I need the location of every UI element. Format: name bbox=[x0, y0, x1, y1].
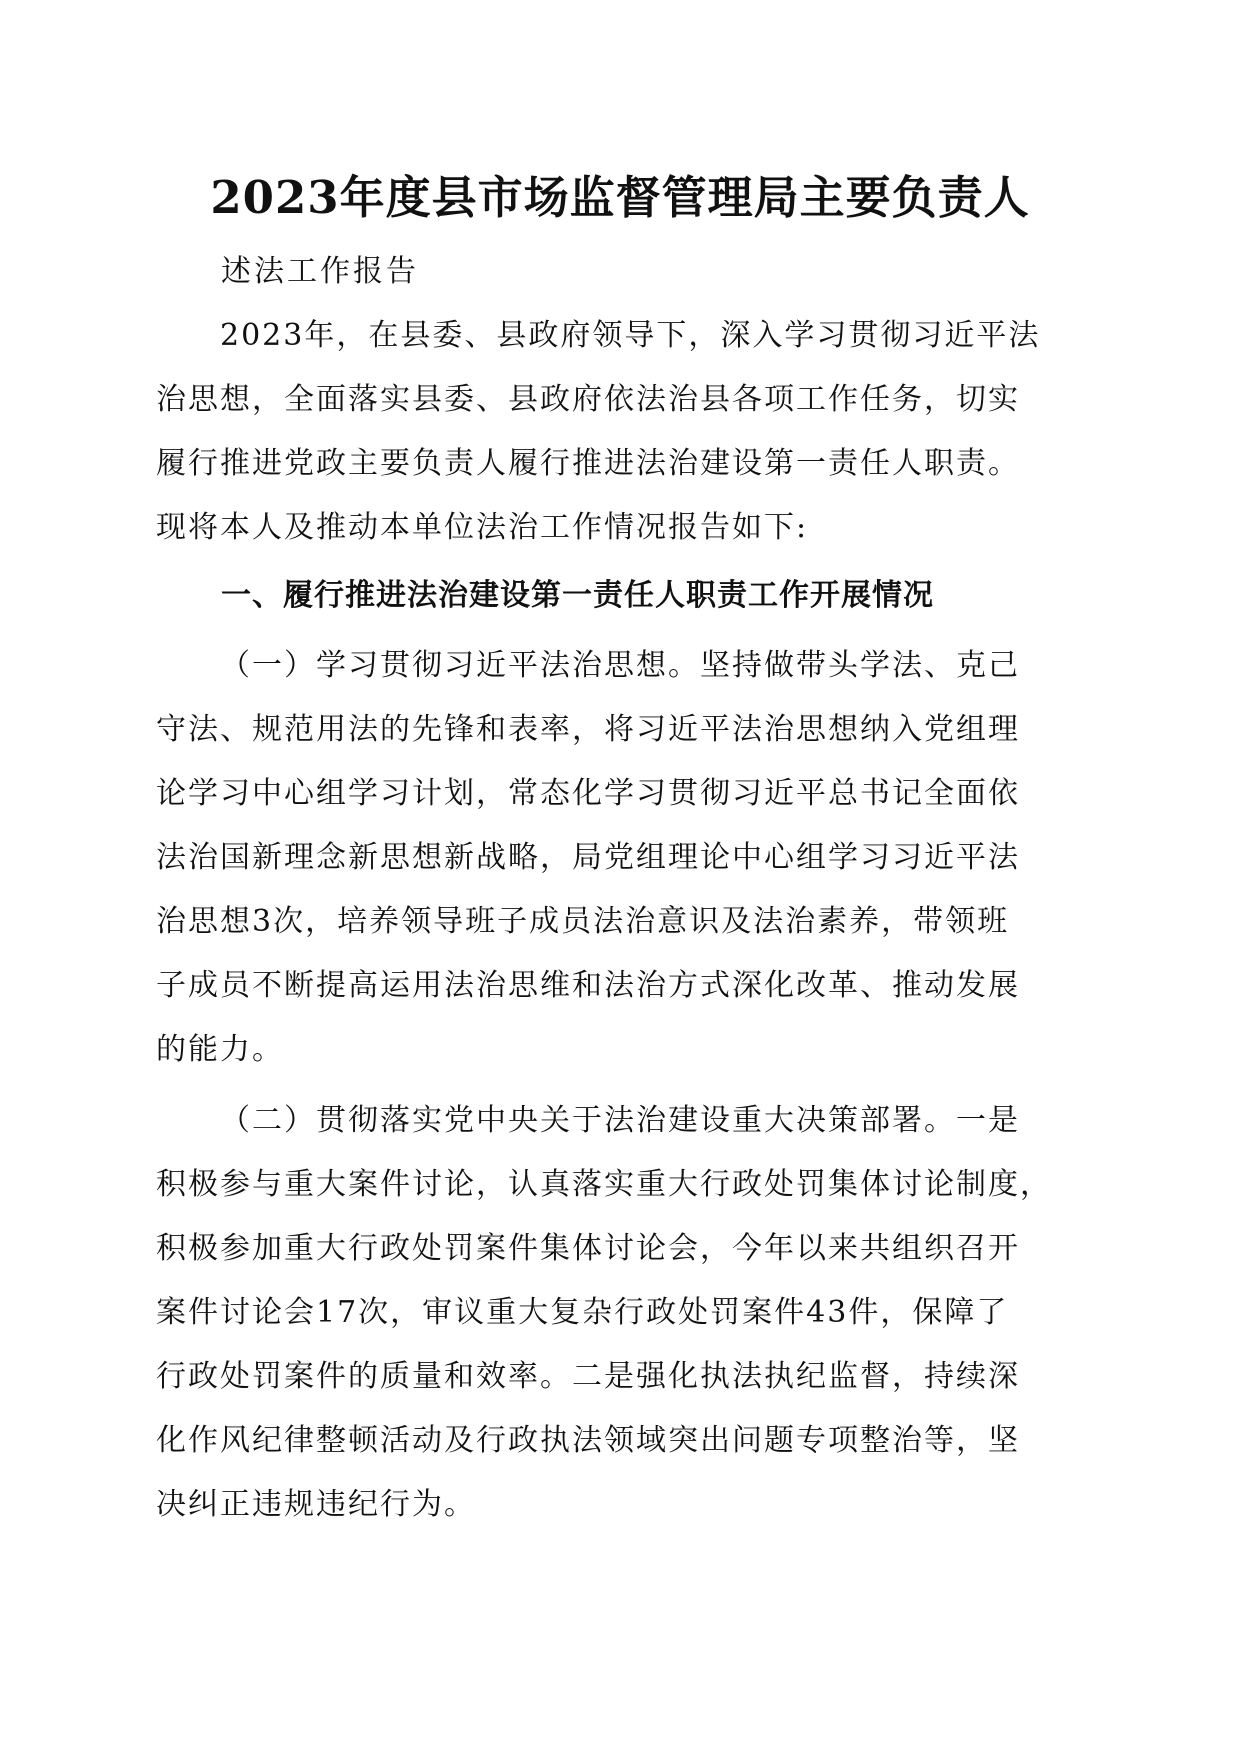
paragraph-line: 治思想3次，培养领导班子成员法治意识及法治素养，带领班 bbox=[156, 904, 1010, 939]
paragraph-line: 论学习中心组学习计划，常态化学习贯彻习近平总书记全面依 bbox=[156, 776, 1020, 811]
document-title: 2023年度县市场监督管理局主要负责人 bbox=[210, 171, 1030, 224]
item-2-paragraph bbox=[156, 1089, 1076, 1537]
paragraph-line: （一）学习贯彻习近平法治思想。坚持做带头学法、克己 bbox=[220, 648, 1020, 683]
paragraph-line: 守法、规范用法的先锋和表率，将习近平法治思想纳入党组理 bbox=[156, 712, 1020, 747]
item-1-paragraph bbox=[156, 634, 1076, 1082]
paragraph-line: （二）贯彻落实党中央关于法治建设重大决策部署。一是 bbox=[220, 1103, 1020, 1138]
paragraph-line: 子成员不断提高运用法治思维和法治方式深化改革、推动发展 bbox=[156, 968, 1020, 1003]
section-heading-1: 一、履行推进法治建设第一责任人职责工作开展情况 bbox=[221, 578, 934, 613]
paragraph-line: 履行推进党政主要负责人履行推进法治建设第一责任人职责。 bbox=[156, 446, 1020, 481]
paragraph-line: 化作风纪律整顿活动及行政执法领域突出问题专项整治等，坚 bbox=[156, 1423, 1020, 1458]
document-subtitle: 述法工作报告 bbox=[221, 254, 419, 289]
paragraph-line: 现将本人及推动本单位法治工作情况报告如下: bbox=[156, 510, 809, 545]
paragraph-line: 决纠正违规违纪行为。 bbox=[156, 1487, 476, 1522]
paragraph-line: 的能力。 bbox=[156, 1032, 284, 1067]
intro-paragraph bbox=[156, 304, 1076, 560]
paragraph-line: 积极参与重大案件讨论，认真落实重大行政处罚集体讨论制度， bbox=[156, 1167, 1052, 1202]
paragraph-line: 法治国新理念新思想新战略，局党组理论中心组学习习近平法 bbox=[156, 840, 1020, 875]
paragraph-line: 案件讨论会17次，审议重大复杂行政处罚案件43件，保障了 bbox=[156, 1295, 1009, 1330]
paragraph-line: 2023年，在县委、县政府领导下，深入学习贯彻习近平法 bbox=[220, 318, 1041, 353]
paragraph-line: 治思想，全面落实县委、县政府依法治县各项工作任务，切实 bbox=[156, 382, 1020, 417]
paragraph-line: 行政处罚案件的质量和效率。二是强化执法执纪监督，持续深 bbox=[156, 1359, 1020, 1394]
paragraph-line: 积极参加重大行政处罚案件集体讨论会，今年以来共组织召开 bbox=[156, 1231, 1020, 1266]
